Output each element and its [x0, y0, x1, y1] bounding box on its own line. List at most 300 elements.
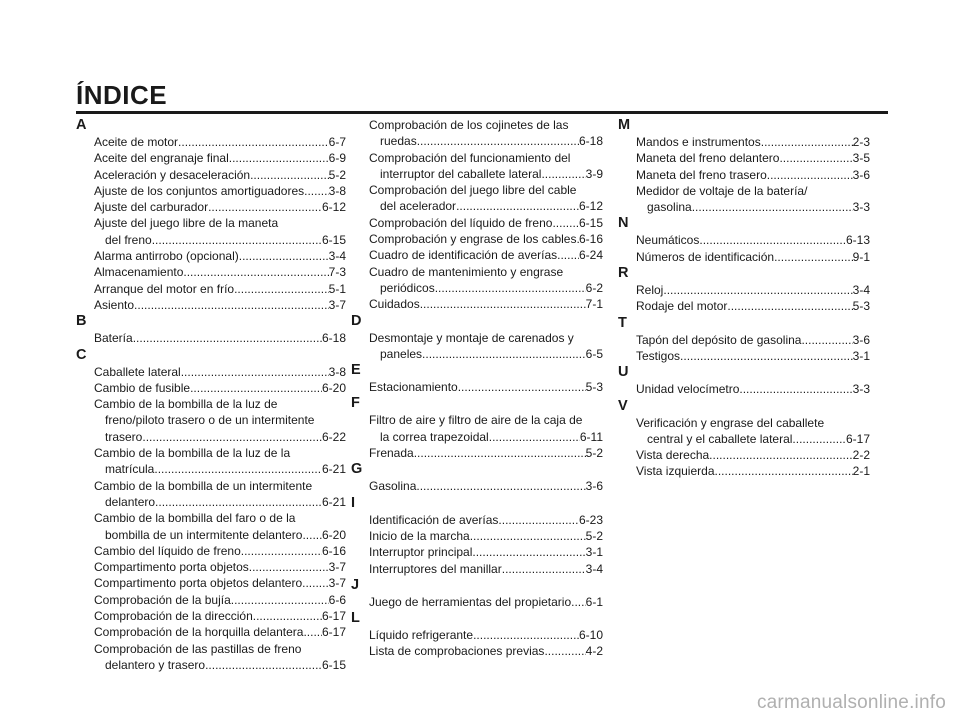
index-entry-text: bombilla de un intermitente delantero [105, 527, 303, 542]
index-entry [353, 594, 603, 610]
index-entry-text: Alarma antirrobo (opcional) [94, 249, 239, 264]
index-entry-text: delantero y trasero [105, 657, 206, 672]
dot-leader [470, 528, 586, 544]
index-entry-line [94, 543, 346, 559]
dot-leader [557, 247, 579, 263]
index-entry-text: Comprobación y engrase de los cables [369, 232, 577, 247]
index-entry-text: Inicio de la marcha [369, 528, 470, 543]
page-number: 3-4 [852, 283, 870, 298]
index-entry [353, 627, 603, 643]
dot-leader [302, 575, 329, 591]
index-entry-text: periódicos [380, 280, 435, 295]
index-entry [78, 248, 346, 264]
dot-leader [502, 561, 586, 577]
index-entry [353, 264, 603, 297]
index-entry-text: Comprobación del juego libre del cable [369, 183, 577, 198]
index-entry-text: Comprobación del líquido de freno [369, 215, 553, 230]
index-entry-line [94, 575, 346, 591]
index-entry [78, 478, 346, 511]
dot-leader [229, 150, 329, 166]
index-entry-text: Cambio de fusible [94, 380, 191, 395]
dot-leader [715, 463, 853, 479]
page-number: 3-4 [585, 561, 603, 576]
page-number: 6-17 [845, 431, 870, 446]
dot-leader [435, 280, 586, 296]
index-entry-text: Estacionamiento [369, 380, 458, 395]
index-entry-text: gasolina [647, 200, 692, 215]
section-letter: R [618, 265, 629, 282]
page-number: 6-16 [578, 232, 603, 247]
index-entry-line [94, 281, 346, 297]
page-number: 3-4 [328, 249, 346, 264]
index-entry-line [369, 379, 603, 395]
section-letter: E [351, 362, 361, 379]
dot-leader [774, 249, 853, 265]
index-entry-line [94, 167, 346, 183]
index-entry-text: Cambio de la bombilla de un intermitente [94, 478, 313, 493]
page-number: 6-21 [321, 462, 346, 477]
index-entry-text: Comprobación de la dirección [94, 609, 253, 624]
index-entry-line [369, 198, 603, 214]
index-entry-line [94, 215, 346, 231]
dot-leader [767, 167, 853, 183]
index-entry-text: Desmontaje y montaje de carenados y [369, 330, 574, 345]
index-entry-line [94, 527, 346, 543]
page-number: 3-1 [852, 348, 870, 363]
dot-leader [417, 133, 579, 149]
page-number: 6-23 [578, 512, 603, 527]
index-entry-text: Caballete lateral [94, 364, 181, 379]
index-entry-line [94, 396, 346, 412]
section-letter: F [351, 395, 360, 412]
index-entry-text: Mandos e instrumentos [636, 135, 761, 149]
dot-leader [416, 478, 585, 494]
index-entry-text: del acelerador [380, 199, 457, 214]
page-number: 3-9 [585, 166, 603, 181]
dot-leader [178, 134, 329, 150]
index-entry [620, 150, 870, 166]
page-number: 6-18 [578, 134, 603, 149]
dot-leader [422, 346, 586, 362]
index-entry [620, 463, 870, 479]
dot-leader [181, 364, 329, 380]
index-entry-line [94, 297, 346, 313]
page-number: 5-2 [328, 167, 346, 182]
page-number: 6-17 [321, 625, 346, 640]
index-entry-text: delantero [105, 494, 156, 509]
dot-leader [142, 429, 322, 445]
index-entry-text: Compartimento porta objetos delantero [94, 576, 303, 591]
dot-leader [692, 199, 853, 215]
index-entry-line [369, 627, 603, 643]
index-entry-line [369, 264, 603, 280]
dot-leader [456, 198, 579, 214]
index-entry-text: Interruptores del manillar [369, 561, 502, 576]
index-entry-line [94, 429, 346, 445]
page-number: 6-12 [321, 200, 346, 215]
dot-leader [249, 559, 329, 575]
index-entry [353, 215, 603, 231]
index-entry-text: central y el caballete lateral [647, 431, 793, 446]
index-entry [78, 134, 346, 150]
index-entry-text: Maneta del freno trasero [636, 167, 767, 182]
index-entry [78, 215, 346, 248]
index-entry [78, 167, 346, 183]
dot-leader [190, 380, 322, 396]
dot-leader [709, 447, 852, 463]
index-entry [353, 182, 603, 215]
index-entry-line [636, 332, 870, 348]
section-letter: C [76, 346, 87, 363]
index-entry-text: Rodaje del motor [636, 299, 728, 314]
index-entry-line [369, 594, 603, 610]
index-entry-line [369, 150, 603, 166]
index-entry-line [636, 150, 870, 166]
page-number: 4-2 [585, 644, 603, 659]
page-number: 3-1 [585, 545, 603, 560]
index-entry-text: Asiento [94, 297, 135, 312]
page-number: 6-22 [321, 429, 346, 444]
page-number: 6-15 [321, 232, 346, 247]
index-entry-line [94, 641, 346, 657]
index-entry-text: Filtro de aire y filtro de aire de la caja de [369, 413, 583, 428]
index-entry-line [369, 133, 603, 149]
index-column-3 [620, 117, 870, 480]
index-entry-text: Aceite de motor [94, 135, 179, 149]
index-entry-line [94, 657, 346, 673]
index-entry-text: Almacenamiento [94, 265, 184, 280]
page-number: 2-1 [852, 464, 870, 479]
index-entry [78, 199, 346, 215]
index-entry [620, 447, 870, 463]
index-entry [353, 296, 603, 312]
dot-leader [302, 527, 322, 543]
dot-leader [152, 232, 322, 248]
index-entry-text: Vista derecha [636, 448, 710, 463]
page-number: 5-1 [328, 281, 346, 296]
index-entry [78, 592, 346, 608]
index-entry [78, 445, 346, 478]
index-entry-line [94, 232, 346, 248]
index-entry [353, 117, 603, 150]
section-letter: M [618, 117, 631, 133]
section-letter: A [76, 117, 87, 133]
index-entry-line [94, 264, 346, 280]
index-entry [620, 134, 870, 150]
index-entry [620, 282, 870, 298]
index-entry-line [369, 643, 603, 659]
index-entry-line [369, 296, 603, 312]
index-entry [353, 150, 603, 183]
dot-leader [571, 594, 586, 610]
watermark-footer: carmanualsonline.info [756, 692, 946, 713]
index-entry-text: Comprobación de la horquilla delantera [94, 625, 304, 640]
index-entry [353, 478, 603, 494]
index-entry-text: Cambio de la bombilla de la luz de la [94, 446, 291, 461]
index-entry [620, 298, 870, 314]
dot-leader [208, 199, 322, 215]
index-entry [78, 396, 346, 445]
index-entry [353, 330, 603, 363]
index-entry-line [369, 280, 603, 296]
section-letter: L [351, 610, 360, 627]
index-entry-text: Comprobación de las pastillas de freno [94, 641, 302, 656]
index-entry-line [369, 528, 603, 544]
page-number: 3-7 [328, 297, 346, 312]
index-entry-line [94, 592, 346, 608]
page-number: 6-15 [321, 657, 346, 672]
index-entry-line [369, 346, 603, 362]
index-entry-line [636, 249, 870, 265]
index-entry-text: Arranque del motor en frío [94, 281, 235, 296]
index-entry [78, 510, 346, 543]
index-entry [353, 231, 603, 247]
dot-leader [231, 592, 329, 608]
index-entry [353, 544, 603, 560]
page-number: 3-6 [852, 332, 870, 347]
index-entry-text: freno/piloto trasero o de un intermitente [105, 413, 315, 428]
page-number: 6-10 [578, 628, 603, 643]
index-entry [78, 608, 346, 624]
index-entry-line [94, 494, 346, 510]
index-entry-text: Unidad velocímetro [636, 382, 740, 397]
page-number: 6-2 [585, 280, 603, 295]
index-entry-text: Cuadro de mantenimiento y engrase [369, 264, 564, 279]
index-entry [620, 332, 870, 348]
page-number: 3-3 [852, 200, 870, 215]
index-entry [353, 512, 603, 528]
index-entry-line [369, 231, 603, 247]
index-entry-line [94, 134, 346, 150]
index-entry-text: Interruptor principal [369, 545, 473, 560]
section-letter: N [618, 215, 629, 232]
index-entry [353, 412, 603, 445]
page-number: 3-8 [328, 183, 346, 198]
index-entry-line [369, 215, 603, 231]
section-letter: B [76, 313, 87, 330]
index-entry-line [369, 330, 603, 346]
dot-leader [420, 296, 586, 312]
dot-leader [133, 330, 322, 346]
index-entry-line [636, 232, 870, 248]
index-entry-text: Verificación y engrase del caballete [636, 415, 825, 430]
index-entry-line [369, 544, 603, 560]
page-number: 3-6 [852, 167, 870, 182]
index-entry [353, 379, 603, 395]
index-entry-line [369, 429, 603, 445]
dot-leader [489, 429, 580, 445]
index-entry-line [94, 380, 346, 396]
index-entry-text: Aceite del engranaje final [94, 151, 229, 166]
page-number: 3-7 [328, 560, 346, 575]
index-entry-text: Gasolina [369, 479, 417, 494]
index-entry-text: paneles [380, 346, 423, 361]
index-entry-line [369, 117, 603, 133]
page-number: 7-3 [328, 265, 346, 280]
index-entry [353, 445, 603, 461]
index-entry [78, 641, 346, 674]
index-entry [78, 150, 346, 166]
index-entry-line [369, 478, 603, 494]
page-number: 3-7 [328, 576, 346, 591]
dot-leader [473, 627, 579, 643]
section-letter: G [351, 461, 363, 478]
index-entry-text: interruptor del caballete lateral [380, 166, 542, 181]
index-entry-text: trasero [105, 429, 143, 444]
dot-leader [801, 332, 852, 348]
index-entry-line [94, 412, 346, 428]
dot-leader [303, 624, 322, 640]
index-entry-line [94, 478, 346, 494]
index-entry [78, 559, 346, 575]
index-entry-text: Comprobación del funcionamiento del [369, 150, 571, 165]
index-entry [620, 183, 870, 216]
index-entry-line [636, 447, 870, 463]
page-number: 6-6 [328, 592, 346, 607]
page-number: 6-5 [585, 346, 603, 361]
index-entry-line [94, 364, 346, 380]
page-number: 6-20 [321, 527, 346, 542]
index-entry [78, 281, 346, 297]
index-entry-text: Ajuste del juego libre de la maneta [94, 216, 279, 231]
dot-leader [761, 134, 853, 150]
dot-leader [234, 281, 329, 297]
index-entry-line [369, 166, 603, 182]
index-entry-text: Lista de comprobaciones previas [369, 644, 545, 659]
index-entry-line [636, 348, 870, 364]
dot-leader [134, 297, 329, 313]
page-number: 3-8 [328, 364, 346, 379]
page-number: 9-1 [852, 249, 870, 264]
dot-leader [727, 298, 852, 314]
index-entry [78, 264, 346, 280]
index-entry-text: Comprobación de los cojinetes de las [369, 118, 569, 132]
index-entry-line [94, 330, 346, 346]
index-entry-line [636, 415, 870, 431]
index-entry-line [94, 199, 346, 215]
page-number: 3-5 [852, 151, 870, 166]
index-entry-line [636, 183, 870, 199]
page-number: 6-1 [585, 594, 603, 609]
page-number: 2-3 [852, 135, 870, 149]
dot-leader [253, 608, 322, 624]
index-entry-text: Comprobación de la bujía [94, 592, 231, 607]
index-entry-text: Cuadro de identificación de averías [369, 248, 558, 263]
page-number: 6-7 [328, 135, 346, 149]
page-number: 2-2 [852, 448, 870, 463]
index-entry [353, 247, 603, 263]
dot-leader [663, 282, 852, 298]
page-number: 5-3 [585, 380, 603, 395]
index-entry-line [94, 150, 346, 166]
dot-leader [739, 381, 852, 397]
index-entry-line [94, 183, 346, 199]
index-entry-text: Cambio de la bombilla de la luz de [94, 397, 278, 412]
index-entry [78, 297, 346, 313]
section-letter: I [351, 494, 356, 511]
page-number: 6-24 [578, 248, 603, 263]
index-entry [78, 380, 346, 396]
index-column-2 [353, 117, 603, 660]
index-entry-line [369, 512, 603, 528]
index-entry-text: Reloj [636, 283, 664, 298]
dot-leader [250, 167, 329, 183]
dot-leader [552, 215, 579, 231]
page-number: 5-3 [852, 299, 870, 314]
index-entry [620, 167, 870, 183]
index-entry-text: Cambio del líquido de freno [94, 543, 241, 558]
index-entry-line [369, 412, 603, 428]
index-entry-line [369, 445, 603, 461]
index-entry-line [94, 510, 346, 526]
page-number: 6-13 [845, 233, 870, 248]
dot-leader [414, 445, 586, 461]
index-entry-line [94, 445, 346, 461]
index-entry-line [636, 134, 870, 150]
section-letter: D [351, 312, 362, 329]
page-number: 6-15 [578, 215, 603, 230]
page-number: 5-2 [585, 446, 603, 461]
index-entry-text: la correa trapezoidal [380, 429, 489, 444]
index-entry-text: Vista izquierda [636, 464, 715, 479]
index-entry [78, 364, 346, 380]
dot-leader [205, 657, 322, 673]
index-entry [620, 381, 870, 397]
dot-leader [680, 348, 853, 364]
dot-leader [699, 232, 846, 248]
dot-leader [779, 150, 852, 166]
page-number: 6-18 [321, 331, 346, 346]
index-entry [620, 415, 870, 448]
index-entry [78, 624, 346, 640]
index-entry-line [94, 248, 346, 264]
section-letter: U [618, 364, 629, 381]
index-entry-line [636, 298, 870, 314]
index-entry-line [636, 167, 870, 183]
index-entry-text: Números de identificación [636, 249, 775, 264]
page-number: 6-17 [321, 609, 346, 624]
page-number: 6-20 [321, 380, 346, 395]
dot-leader [239, 248, 329, 264]
index-entry-line [636, 282, 870, 298]
dot-leader [472, 544, 585, 560]
index-column-1 [78, 117, 346, 673]
index-entry-text: Cambio de la bombilla del faro o de la [94, 511, 296, 526]
index-entry-text: Batería [94, 331, 133, 346]
index-entry-text: Aceleración y desaceleración [94, 167, 251, 182]
index-entry [620, 348, 870, 364]
index-entry [353, 528, 603, 544]
index-entry [78, 575, 346, 591]
index-entry-text: Ajuste de los conjuntos amortiguadores [94, 183, 305, 198]
dot-leader [304, 183, 329, 199]
index-entry [78, 543, 346, 559]
page-number: 5-2 [585, 528, 603, 543]
index-entry-text: Medidor de voltaje de la batería/ [636, 183, 808, 198]
index-entry-text: Líquido refrigerante [369, 628, 474, 643]
index-entry-text: ruedas [380, 134, 417, 149]
index-entry-text: Frenada [369, 446, 414, 461]
page-number: 6-11 [579, 429, 603, 444]
dot-leader [241, 543, 322, 559]
page-number: 7-1 [585, 297, 603, 312]
page-title: ÍNDICE [76, 80, 168, 110]
index-entry-text: Neumáticos [636, 233, 700, 248]
dot-leader [544, 643, 585, 659]
index-entry-text: Identificación de averías [369, 512, 499, 527]
index-entry-text: Ajuste del carburador [94, 200, 209, 215]
index-entry-text: matrícula [105, 462, 155, 477]
